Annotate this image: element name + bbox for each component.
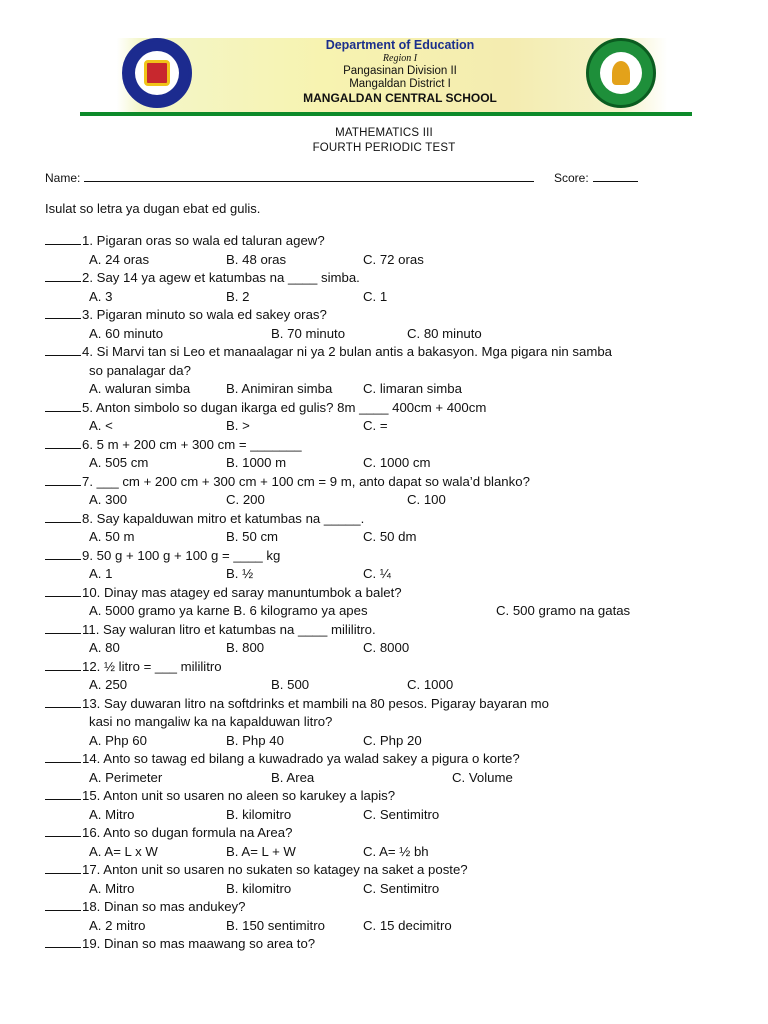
question-item: [45, 898, 745, 935]
question-label: 5. Anton simbolo so dugan ikarga ed gulis? 8m ____ 400cm + 400cm: [82, 399, 487, 415]
choice-option[interactable]: B. 800: [226, 640, 265, 655]
question-item: [45, 750, 745, 787]
answer-blank[interactable]: [45, 344, 81, 356]
choice-option[interactable]: B. kilomitro: [226, 806, 292, 822]
name-label: Name:: [45, 171, 81, 185]
question-text: [45, 306, 745, 325]
school-seal-logo: [586, 38, 656, 108]
answer-blank[interactable]: [45, 511, 81, 523]
school-name: MANGALDAN CENTRAL SCHOOL: [303, 91, 497, 105]
question-text: [45, 510, 745, 529]
question-text: [45, 547, 745, 566]
answer-blank[interactable]: [45, 585, 81, 597]
choice-option[interactable]: A. 24 oras: [89, 251, 150, 267]
choice-option[interactable]: C. 100: [407, 492, 446, 507]
answer-blank[interactable]: [45, 696, 81, 708]
question-item: [45, 621, 745, 658]
question-text: [45, 750, 745, 769]
choice-option[interactable]: B. 1000 m: [226, 455, 287, 470]
choice-row: [45, 288, 745, 307]
score-field[interactable]: [554, 171, 638, 185]
question-item: [45, 343, 745, 399]
answer-blank[interactable]: [45, 825, 81, 837]
question-label: 15. Anton unit so usaren no aleen so karukey a lapis?: [82, 788, 396, 803]
answer-blank[interactable]: [45, 788, 81, 800]
question-label: 6. 5 m + 200 cm + 300 cm = _______: [82, 436, 302, 452]
choice-option[interactable]: C. 200: [226, 492, 265, 507]
question-item: [45, 232, 745, 269]
choice-option[interactable]: C. limaran simba: [363, 381, 462, 396]
choice-option[interactable]: A. 2 mitro: [89, 917, 146, 933]
question-item: [45, 510, 745, 547]
choice-row: [45, 417, 745, 436]
choice-option[interactable]: B. 48 oras: [226, 251, 287, 267]
choice-option[interactable]: C. 500 gramo na gatas: [496, 603, 631, 618]
choice-row: [45, 880, 745, 899]
question-item: [45, 824, 745, 861]
choice-option[interactable]: A. 505 cm: [89, 455, 149, 470]
choice-row: [45, 491, 745, 510]
choice-option[interactable]: B. A= L + W: [226, 843, 296, 859]
question-text: [45, 695, 745, 714]
choice-option[interactable]: C. 1: [363, 288, 388, 304]
question-text: [45, 343, 745, 362]
question-label: 14. Anto so tawag ed bilang a kuwadrado ya walad sakey a pigura o korte?: [82, 751, 520, 766]
question-label: 16. Anto so dugan formula na Area?: [82, 825, 293, 840]
question-item: [45, 787, 745, 824]
answer-blank[interactable]: [45, 862, 81, 874]
choice-option[interactable]: A. Perimeter: [89, 769, 163, 785]
choice-option[interactable]: C. ¼: [363, 566, 391, 581]
choice-option[interactable]: B. 70 minuto: [271, 325, 346, 341]
subject-title: MATHEMATICS III: [335, 127, 433, 139]
question-text: [45, 399, 745, 418]
answer-blank[interactable]: [45, 751, 81, 763]
choice-option[interactable]: C. 1000 cm: [363, 455, 431, 470]
question-text: [45, 436, 745, 455]
department-name: Department of Education: [325, 38, 475, 52]
choice-option[interactable]: A. Php 60: [89, 732, 147, 748]
choice-option[interactable]: B. 50 cm: [226, 529, 279, 544]
choice-option[interactable]: C. Sentimitro: [363, 806, 440, 822]
question-item: [45, 695, 745, 751]
choice-option[interactable]: A. <: [89, 418, 113, 433]
deped-seal-logo: [122, 38, 192, 108]
letterhead-banner: [80, 38, 692, 116]
question-label: 7. ___ cm + 200 cm + 300 cm + 100 cm = 9 m, anto dapat so wala’d blanko?: [82, 473, 530, 489]
question-label: 12. ½ litro = ___ mililitro: [82, 658, 222, 674]
choice-option[interactable]: A. 300: [89, 492, 128, 507]
choice-option[interactable]: A. 80: [89, 640, 120, 655]
choice-option[interactable]: C. 80 minuto: [407, 325, 482, 341]
question-continuation: so panalagar da?: [89, 362, 191, 378]
choice-row: [45, 565, 745, 584]
question-label: 19. Dinan so mas maawang so area to?: [82, 936, 316, 951]
letterhead-text: [230, 38, 570, 106]
choice-option[interactable]: A. 50 m: [89, 529, 135, 544]
question-text: [45, 898, 745, 917]
question-label: 10. Dinay mas atagey ed saray manuntumbok a balet?: [82, 584, 402, 600]
question-item: [45, 861, 745, 898]
question-text: [45, 473, 745, 492]
choice-option[interactable]: C. Sentimitro: [363, 880, 440, 896]
question-item: [45, 306, 745, 343]
question-item: [45, 935, 745, 954]
question-label: 3. Pigaran minuto so wala ed sakey oras?: [82, 307, 327, 322]
question-text: [45, 621, 745, 640]
choice-row: [45, 917, 745, 936]
choice-option[interactable]: A. waluran simba: [89, 381, 191, 396]
choice-row: [45, 380, 745, 399]
answer-blank[interactable]: [45, 622, 81, 634]
choice-option[interactable]: C. 15 decimitro: [363, 917, 452, 933]
question-label: 13. Say duwaran litro na softdrinks et mambili na 80 pesos. Pigaray bayaran mo: [82, 695, 549, 711]
choice-option[interactable]: A. 60 minuto: [89, 325, 164, 341]
district-name: Mangaldan District I: [349, 78, 451, 90]
choice-option[interactable]: B. Area: [271, 769, 315, 785]
choice-option[interactable]: B. 150 sentimitro: [226, 917, 325, 933]
choice-option[interactable]: B. kilomitro: [226, 880, 292, 896]
question-item: [45, 269, 745, 306]
choice-option[interactable]: C. A= ½ bh: [363, 843, 429, 859]
question-label: 4. Si Marvi tan si Leo et manaalagar ni ya 2 bulan antis a bakasyon. Mga pigara nin samba: [82, 344, 613, 359]
choice-option[interactable]: B. ½: [226, 566, 254, 581]
answer-blank[interactable]: [45, 400, 81, 412]
answer-blank[interactable]: [45, 307, 81, 319]
choice-option[interactable]: A. A= L x W: [89, 843, 158, 859]
question-text: [45, 861, 745, 880]
choice-row: [45, 602, 745, 621]
question-label: 1. Pigaran oras so wala ed taluran agew?: [82, 233, 325, 248]
region-name: Region I: [382, 53, 418, 64]
choice-row: [45, 251, 745, 270]
choice-option[interactable]: B. >: [226, 418, 250, 433]
question-label: 2. Say 14 ya agew et katumbas na ____ simba.: [82, 270, 360, 285]
choice-option[interactable]: A. 5000 gramo ya karne B. 6 kilogramo ya apes: [89, 603, 368, 618]
choice-option[interactable]: B. 2: [226, 288, 250, 304]
choice-row: [45, 454, 745, 473]
question-text: [45, 269, 745, 288]
choice-option[interactable]: B. Animiran simba: [226, 381, 333, 396]
answer-blank[interactable]: [45, 233, 81, 245]
choice-option[interactable]: C. 72 oras: [363, 251, 424, 267]
choice-option[interactable]: C. Volume: [452, 769, 513, 785]
question-label: 9. 50 g + 100 g + 100 g = ____ kg: [82, 547, 281, 563]
choice-row: [45, 639, 745, 658]
answer-blank[interactable]: [45, 899, 81, 911]
choice-row: [45, 769, 745, 788]
name-field[interactable]: [45, 171, 534, 185]
answer-blank[interactable]: [45, 437, 81, 449]
choice-option[interactable]: A. 250: [89, 677, 128, 692]
choice-row: [45, 806, 745, 825]
question-item: [45, 399, 745, 436]
question-label: 8. Say kapalduwan mitro et katumbas na _____.: [82, 510, 365, 526]
choice-option[interactable]: A. Mitro: [89, 806, 135, 822]
question-list: [45, 232, 745, 954]
choice-option[interactable]: C. 50 dm: [363, 529, 417, 544]
choice-option[interactable]: B. Php 40: [226, 732, 284, 748]
question-text: [45, 584, 745, 603]
question-text: [45, 232, 745, 251]
test-title: FOURTH PERIODIC TEST: [312, 142, 456, 154]
choice-option[interactable]: C. Php 20: [363, 732, 422, 748]
question-text: [45, 824, 745, 843]
choice-option[interactable]: A. Mitro: [89, 880, 135, 896]
answer-blank[interactable]: [45, 474, 81, 486]
question-label: 18. Dinan so mas andukey?: [82, 899, 246, 914]
choice-row: [45, 732, 745, 751]
name-blank-line[interactable]: [84, 171, 534, 182]
question-label: 11. Say waluran litro et katumbas na ____ mililitro.: [82, 621, 376, 637]
choice-row: [45, 843, 745, 862]
question-item: [45, 658, 745, 695]
choice-option[interactable]: C. 1000: [407, 677, 454, 692]
choice-row: [45, 676, 745, 695]
question-text: [45, 935, 745, 954]
question-item: [45, 436, 745, 473]
answer-blank[interactable]: [45, 270, 81, 282]
question-item: [45, 473, 745, 510]
question-label: 17. Anton unit so usaren no sukaten so katagey na saket a poste?: [82, 862, 468, 877]
choice-option[interactable]: A. 1: [89, 566, 113, 581]
score-label: Score:: [554, 171, 589, 185]
question-continuation: kasi no mangaliw ka na kapalduwan litro?: [89, 714, 333, 729]
score-blank-line[interactable]: [593, 171, 638, 182]
question-text: [45, 658, 745, 677]
choice-row: [45, 528, 745, 547]
question-text: [45, 787, 745, 806]
question-item: [45, 547, 745, 584]
answer-blank[interactable]: [45, 548, 81, 560]
division-name: Pangasinan Division II: [343, 65, 457, 77]
question-item: [45, 584, 745, 621]
choice-option[interactable]: B. 500: [271, 677, 310, 692]
instruction-text: Isulat so letra ya dugan ebat ed gulis.: [45, 201, 261, 216]
answer-blank[interactable]: [45, 659, 81, 671]
choice-option[interactable]: C. =: [363, 418, 388, 433]
choice-option[interactable]: A. 3: [89, 288, 113, 304]
choice-option[interactable]: C. 8000: [363, 640, 410, 655]
choice-row: [45, 325, 745, 344]
answer-blank[interactable]: [45, 936, 81, 948]
